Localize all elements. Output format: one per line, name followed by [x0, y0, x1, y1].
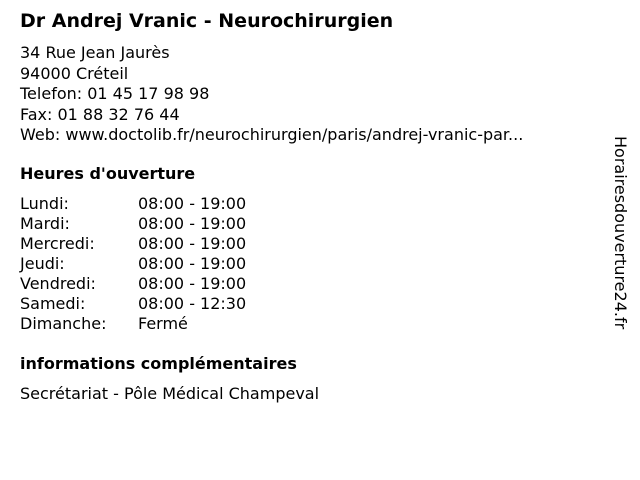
hours-row-thursday: [20, 254, 246, 274]
day-label: Dimanche:: [20, 314, 107, 333]
time-value: 08:00 - 19:00: [138, 234, 247, 253]
day-label: Lundi:: [20, 194, 69, 213]
website-link[interactable]: Web: www.doctolib.fr/neurochirurgien/paris/andrej-vranic-par...: [20, 125, 524, 144]
opening-hours-heading: Heures d'ouverture: [20, 164, 196, 183]
opening-hours-table: [20, 194, 246, 334]
address-block: [20, 43, 523, 146]
page-title: Dr Andrej Vranic - Neurochirurgien: [20, 10, 394, 32]
additional-info-text: Secrétariat - Pôle Médical Champeval: [20, 384, 320, 403]
time-value: 08:00 - 12:30: [138, 294, 247, 313]
day-label: Mardi:: [20, 214, 70, 233]
hours-row-sunday: [20, 314, 246, 334]
time-value: 08:00 - 19:00: [138, 254, 247, 273]
day-label: Samedi:: [20, 294, 86, 313]
address-street: 34 Rue Jean Jaurès: [20, 43, 170, 62]
time-value: 08:00 - 19:00: [138, 194, 247, 213]
hours-row-friday: [20, 274, 246, 294]
time-value: Fermé: [138, 314, 188, 333]
address-city: 94000 Créteil: [20, 63, 129, 83]
additional-info-heading: informations complémentaires: [20, 354, 297, 373]
hours-row-wednesday: [20, 234, 246, 254]
hours-row-tuesday: [20, 214, 246, 234]
hours-row-saturday: [20, 294, 246, 314]
hours-row-monday: [20, 194, 246, 214]
fax-number: Fax: 01 88 32 76 44: [20, 104, 180, 124]
time-value: 08:00 - 19:00: [138, 274, 247, 293]
phone-number: Telefon: 01 45 17 98 98: [20, 84, 210, 103]
site-watermark: Horairesdouverture24.fr: [611, 136, 630, 330]
time-value: 08:00 - 19:00: [138, 214, 247, 233]
day-label: Jeudi:: [20, 254, 65, 273]
day-label: Vendredi:: [20, 274, 96, 293]
day-label: Mercredi:: [20, 234, 95, 253]
